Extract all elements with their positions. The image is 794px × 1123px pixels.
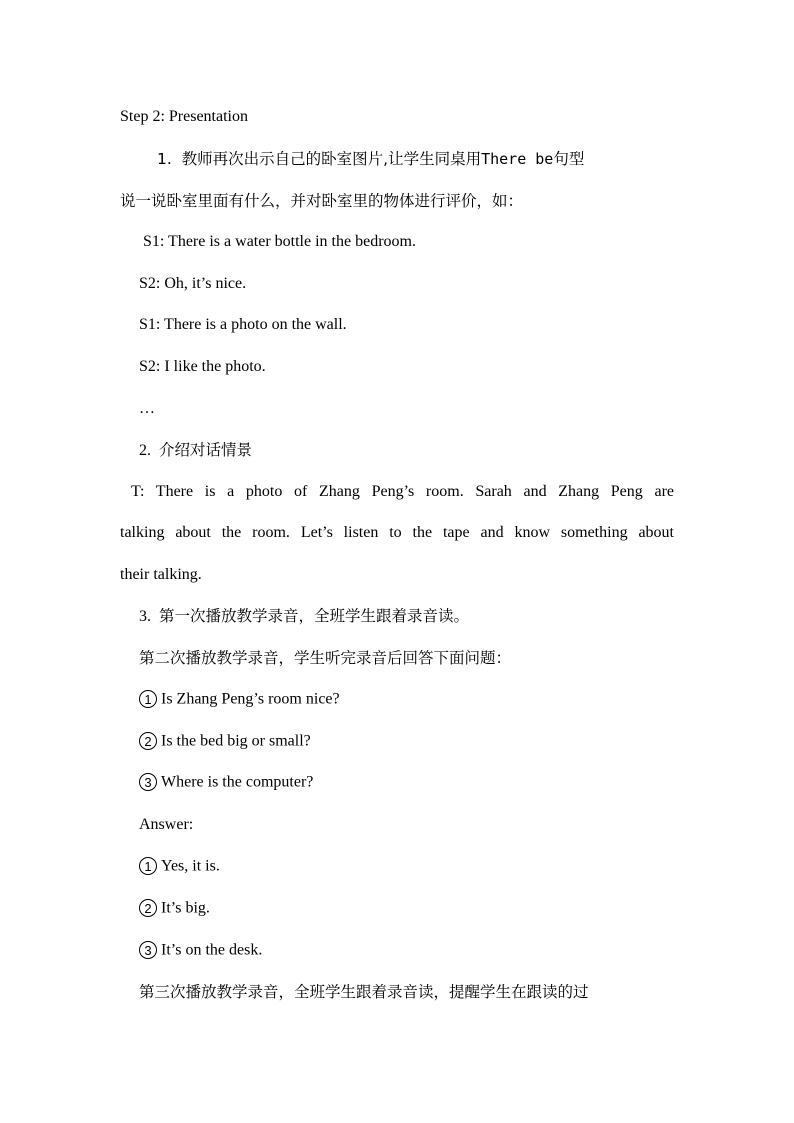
dialogue-line-1: S1: There is a water bottle in the bedroom. bbox=[143, 233, 416, 250]
question-2 bbox=[139, 731, 311, 751]
item-1-number: 1. bbox=[157, 150, 172, 168]
circled-number-1: 1 bbox=[139, 857, 157, 875]
item-3-heading bbox=[139, 606, 469, 627]
answer-2 bbox=[139, 898, 210, 918]
question-3-text: Where is the computer? bbox=[161, 773, 314, 791]
question-1-text: Is Zhang Peng’s room nice? bbox=[161, 690, 340, 708]
answer-2-text: It’s big. bbox=[161, 899, 210, 917]
item-2-heading bbox=[139, 440, 252, 461]
item-2-title: 介绍对话情景 bbox=[159, 441, 253, 459]
dialogue-ellipsis: … bbox=[139, 400, 155, 417]
item-2-t-line-2: talking about the room. Let’s listen to the tape and know something about bbox=[120, 524, 674, 541]
dialogue-line-3: S1: There is a photo on the wall. bbox=[139, 316, 347, 333]
item-1-text-b: 句型 bbox=[553, 150, 585, 168]
item-3-number: 3. bbox=[139, 608, 151, 625]
circled-number-3: 3 bbox=[139, 941, 157, 959]
item-2-t-line-3: their talking. bbox=[120, 566, 202, 583]
dialogue-line-4: S2: I like the photo. bbox=[139, 358, 266, 375]
item-3-first-play: 第一次播放教学录音，全班学生跟着录音读。 bbox=[159, 607, 470, 625]
circled-number-2: 2 bbox=[139, 899, 157, 917]
answer-1 bbox=[139, 856, 220, 876]
answer-label: Answer: bbox=[139, 816, 194, 833]
circled-number-1: 1 bbox=[139, 690, 157, 708]
answer-3-text: It’s on the desk. bbox=[161, 941, 263, 959]
item-1-text-a: 教师再次出示自己的卧室图片,让学生同桌用 bbox=[181, 150, 482, 168]
item-1-pattern: There be bbox=[481, 150, 554, 168]
question-2-text: Is the bed big or small? bbox=[161, 732, 311, 750]
item-1-line-2: 说一说卧室里面有什么，并对卧室里的物体进行评价，如： bbox=[120, 192, 524, 210]
item-3-third-play: 第三次播放教学录音，全班学生跟着录音读，提醒学生在跟读的过 bbox=[139, 983, 589, 1001]
item-3-second-play: 第二次播放教学录音，学生听完录音后回答下面问题： bbox=[139, 649, 512, 667]
circled-number-3: 3 bbox=[139, 773, 157, 791]
circled-number-2: 2 bbox=[139, 732, 157, 750]
question-1 bbox=[139, 689, 340, 709]
item-1-line-1 bbox=[157, 149, 584, 169]
item-2-number: 2. bbox=[139, 442, 151, 459]
item-2-t-line-1: T: There is a photo of Zhang Peng’s room. Sarah and Zhang Peng are bbox=[131, 483, 674, 500]
answer-3 bbox=[139, 940, 262, 960]
answer-1-text: Yes, it is. bbox=[161, 857, 220, 875]
section-heading: Step 2: Presentation bbox=[120, 108, 248, 125]
dialogue-line-2: S2: Oh, it’s nice. bbox=[139, 275, 247, 292]
question-3 bbox=[139, 772, 313, 792]
